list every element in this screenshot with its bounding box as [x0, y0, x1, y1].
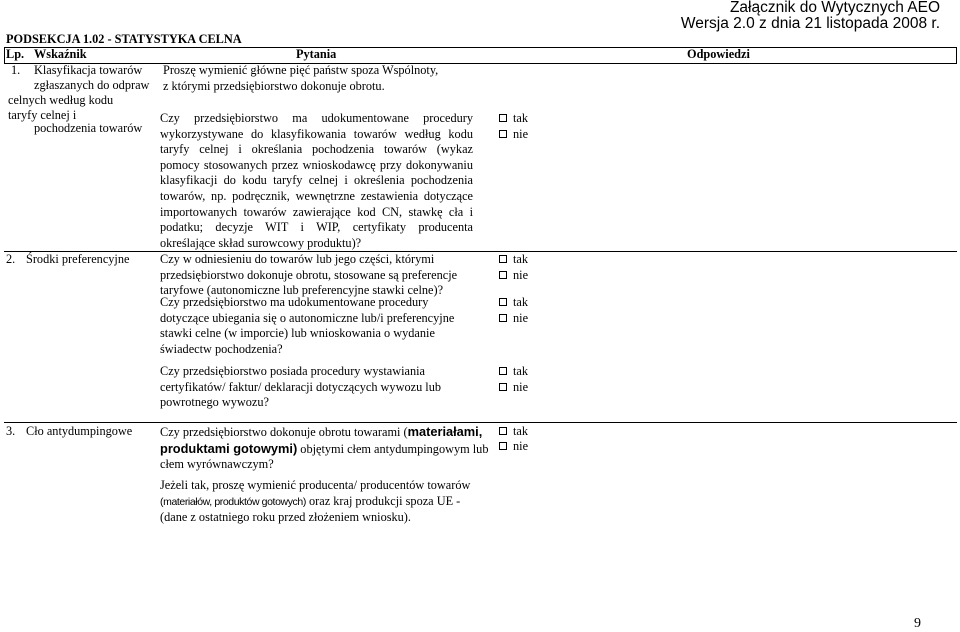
header-left-line	[4, 47, 5, 63]
row3-indicator: Cło antydumpingowe	[26, 424, 133, 438]
checkbox-icon	[499, 271, 507, 279]
row1-lp: 1.	[11, 63, 21, 77]
row3-lp: 3.	[6, 424, 16, 438]
row3-question2: Jeżeli tak, proszę wymienić producenta/ producentów towarów (materiałów, produktów gotowych) oraz kraj produkcji spoza UE - (dane z ostatniego roku przed złożeniem wniosku).	[160, 478, 471, 525]
checkbox-icon	[499, 298, 507, 306]
page-number: 9	[914, 616, 921, 631]
row3-q1-yes[interactable]: tak	[499, 424, 528, 440]
row2-q2-yes[interactable]: tak	[499, 295, 528, 311]
row2-q2-no[interactable]: nie	[499, 311, 528, 327]
row2-q3-no[interactable]: nie	[499, 380, 528, 396]
row3-q1-no[interactable]: nie	[499, 439, 528, 455]
col-questions: Pytania	[296, 47, 337, 61]
row-divider-1	[4, 251, 957, 252]
col-lp: Lp.	[6, 47, 25, 61]
table-top-line	[4, 47, 957, 48]
row2-question2: Czy przedsiębiorstwo ma udokumentowane procedury dotyczące ubiegania się o autonomiczne lub/i preferencyjne stawki celne (w imporcie) lub wnioskowania o wydanie świadectw pochodzenia?	[160, 295, 455, 356]
checkbox-icon	[499, 255, 507, 263]
row1-q2-no[interactable]: nie	[499, 127, 528, 143]
row2-question1: Czy w odniesieniu do towarów lub jego części, którymi przedsiębiorstwo dokonuje obrotu, stosowane są preferencje taryfowe (autonomiczne lub preferencyjne stawki celne)?	[160, 252, 458, 298]
row2-question3: Czy przedsiębiorstwo posiada procedury wystawiania certyfikatów/ faktur/ deklaracji dotyczących wywozu lub powrotnego wywozu?	[160, 364, 442, 410]
checkbox-icon	[499, 383, 507, 391]
row1-q2-yes[interactable]: tak	[499, 111, 528, 127]
checkbox-icon	[499, 130, 507, 138]
row2-indicator: Środki preferencyjne	[26, 252, 130, 266]
checkbox-icon	[499, 442, 507, 450]
checkbox-icon	[499, 367, 507, 375]
row1-question1: Proszę wymienić główne pięć państw spoza Wspólnoty, z którymi przedsiębiorstwo dokonuje obrotu.	[163, 63, 439, 93]
col-indicator: Wskaźnik	[34, 47, 87, 61]
checkbox-icon	[499, 314, 507, 322]
row1-question2: Czy przedsiębiorstwo ma udokumentowane procedury wykorzystywane do klasyfikowania towarów według kodu taryfy celnej i określania pochodzenia towarów (wykaz pomocy stosowanych przez wnioskodawcę przy dokonywaniu klasyfikacji do kodu taryfy celnej i określenia pochodzenia towarów, np. podręcznik, wewnętrzne zestawienia dotyczące importowanych towarów zawierające kod CN, stawkę cła i podatku; decyzje WIT i WIP, certyfikaty producenta określające skład surowcowy produktu)?	[160, 111, 473, 250]
row-divider-2	[4, 422, 957, 423]
row2-q1-yes[interactable]: tak	[499, 252, 528, 268]
row2-q3-yes[interactable]: tak	[499, 364, 528, 380]
section-title: PODSEKCJA 1.02 - STATYSTYKA CELNA	[6, 32, 242, 46]
version-label: Wersja 2.0 z dnia 21 listopada 2008 r.	[680, 15, 940, 32]
header-right-line	[956, 47, 957, 63]
row2-q1-no[interactable]: nie	[499, 268, 528, 284]
checkbox-icon	[499, 114, 507, 122]
attachment-label: Załącznik do Wytycznych AEO	[729, 0, 940, 16]
row2-lp: 2.	[6, 252, 16, 266]
checkbox-icon	[499, 427, 507, 435]
header-bottom-line	[4, 63, 957, 64]
row3-question1: Czy przedsiębiorstwo dokonuje obrotu towarami (materiałami, produktami gotowymi) objętymi cłem antydumpingowym lub cłem wyrównawczym?	[160, 424, 489, 472]
col-answers: Odpowiedzi	[687, 47, 750, 61]
